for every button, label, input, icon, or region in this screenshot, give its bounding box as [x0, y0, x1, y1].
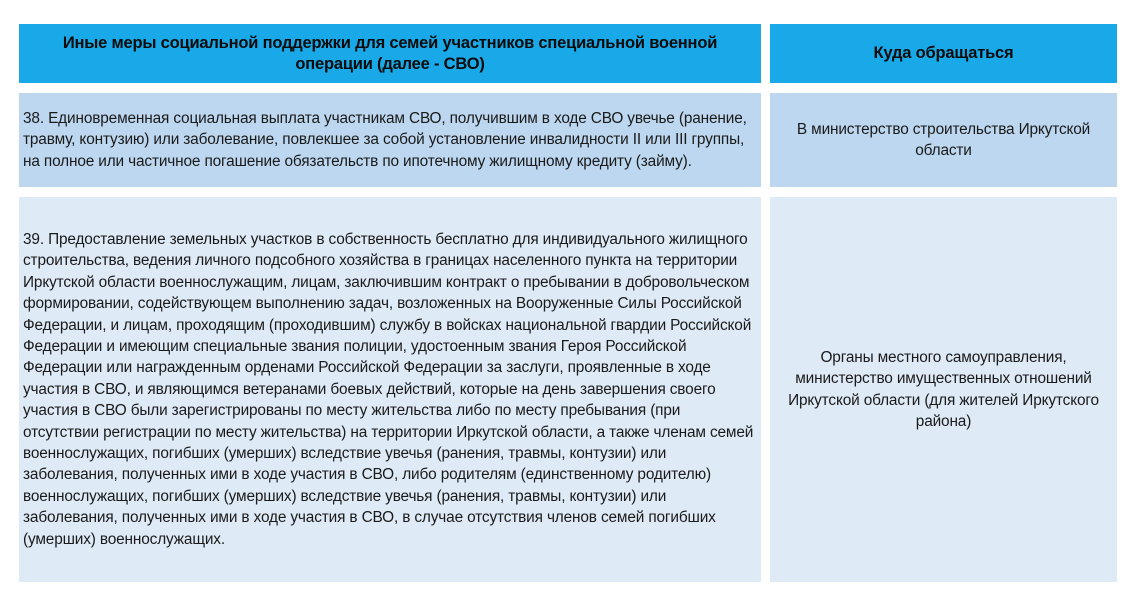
header-where-column — [770, 24, 1117, 83]
header-where-label: Куда обращаться — [873, 44, 1014, 62]
table-row-38-measure — [19, 93, 761, 187]
measure-text: 39. Предоставление земельных участков в собственность бесплатно для индивидуального жилищного строительства, ведения личного подсобного хозяйства в границах населенного пункта на территории Иркутской области военнослужащим, лицам, заключившим контракт о пребывании в добровольческом формировании, содействующем выполнению задач, возложенных на Вооруженные Силы Российской Федерации, и лицам, проходящим (проходившим) службу в войсках национальной гвардии Российской Федерации и имеющим специальные звания полиции, удостоенным звания Героя Российской Федерации или награжденным орденами Российской Федерации за заслуги, проявленные в ходе участия в СВО, и являющимся ветеранами боевых действий, которые на день завершения своего участия в СВО были зарегистрированы по месту жительства либо по месту пребывания (при отсутствии регистрации по месту жительства) на территории Иркутской области, а также членам семей военнослужащих, погибших (умерших) вследствие увечья (ранения, травмы, контузии) или заболевания, полученных ими в ходе участия в СВО, либо родителям (единственному родителю) военнослужащих, погибших (умерших) вследствие увечья (ранения, травмы, контузии) или заболевания, полученных ими в ходе участия в СВО, в случае отсутствия членов семей погибших (умерших) военнослужащих. — [23, 230, 754, 548]
table-row-39-measure — [19, 197, 761, 582]
where-text: Органы местного самоуправления, министерство имущественных отношений Иркутской области (для жителей Иркутского района) — [788, 348, 1099, 430]
header-measures-label: Иные меры социальной поддержки для семей участников специальной военной операции (далее - СВО) — [62, 33, 718, 73]
table-row-39-where — [770, 197, 1117, 582]
where-text: В министерство строительства Иркутской области — [796, 120, 1091, 159]
table-row-38-where — [770, 93, 1117, 187]
header-measures-column — [19, 24, 761, 83]
measure-text: 38. Единовременная социальная выплата участникам СВО, получившим в ходе СВО увечье (ранение, травму, контузию) или заболевание, повлекшее за собой установление инвалидности II или III группы, на полное или частичное погашение обязательств по ипотечному жилищному кредиту (займу). — [23, 109, 747, 170]
